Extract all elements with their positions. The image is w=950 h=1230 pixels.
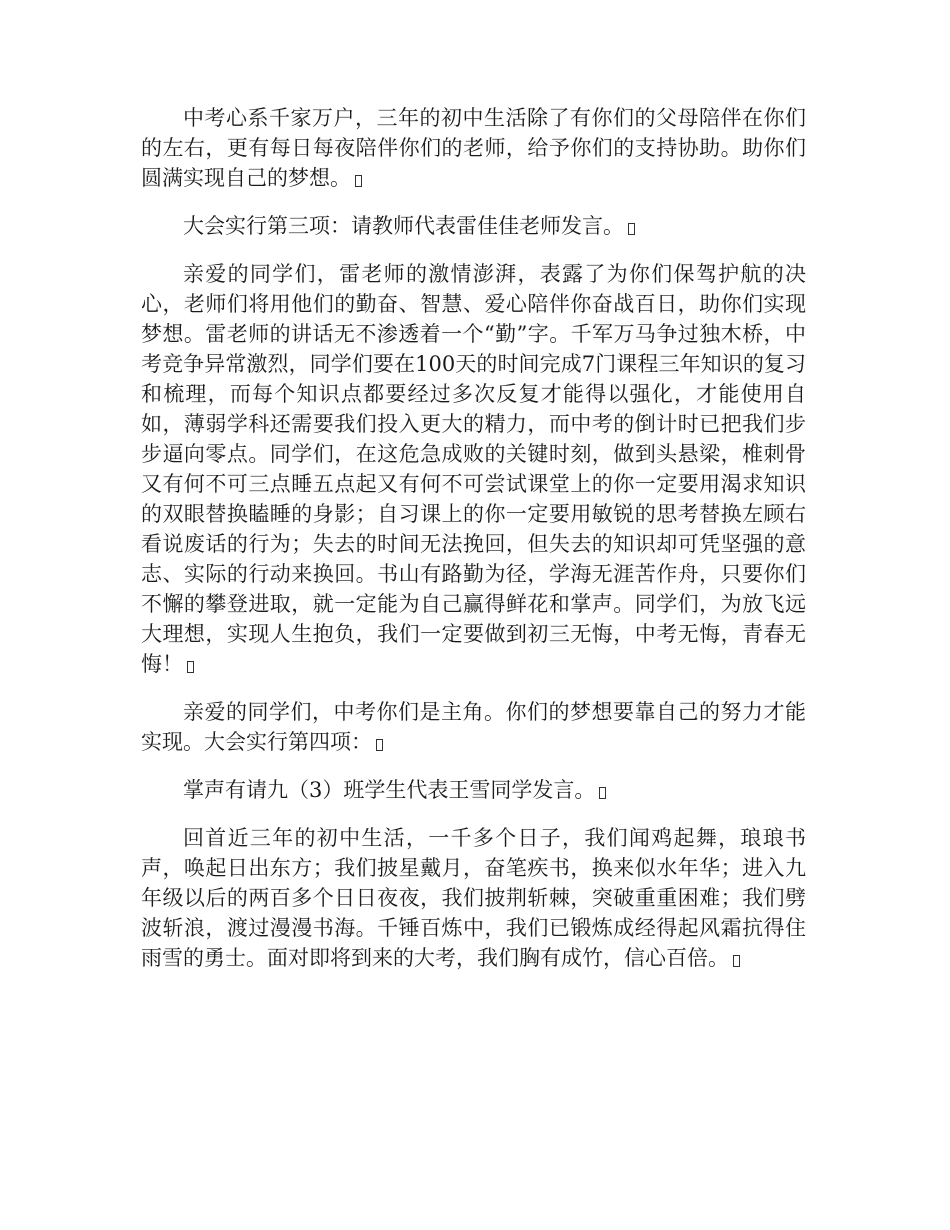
- paragraph-2-text: 大会实行第三项：请教师代表雷佳佳老师发言。: [183, 214, 624, 238]
- paragraph-2: [141, 211, 806, 241]
- paragraph-4-text: 亲爱的同学们，中考你们是主角。你们的梦想要靠自己的努力才能实现。大会实行第四项：: [141, 700, 806, 754]
- paragraph-1: [141, 103, 806, 193]
- paragraph-mark-icon: [599, 787, 606, 799]
- paragraph-mark-icon: [376, 739, 383, 751]
- paragraph-1-text: 中考心系千家万户，三年的初中生活除了有你们的父母陪伴在你们的左右，更有每日每夜陪伴你们的老师，给予你们的支持协助。助你们圆满实现自己的梦想。: [141, 106, 806, 190]
- document-page: [141, 103, 806, 991]
- paragraph-mark-icon: [355, 175, 362, 187]
- paragraph-5-text: 掌声有请九（3）班学生代表王雪同学发言。: [183, 778, 596, 802]
- paragraph-3: [141, 259, 806, 679]
- paragraph-3-text: 亲爱的同学们，雷老师的激情澎湃，表露了为你们保驾护航的决心，老师们将用他们的勤奋、智慧、爱心陪伴你奋战百日，助你们实现梦想。雷老师的讲话无不渗透着一个“勤”字。千军万马争过独木桥，中考竞争异常激烈，同学们要在100天的时间完成7门课程三年知识的复习和梳理，而每个知识点都要经过多次反复才能得以强化，才能使用自如，薄弱学科还需要我们投入更大的精力，而中考的倒计时已把我们步步逼向零点。同学们，在这危急成败的关键时刻，做到头悬梁，椎刺骨又有何不可三点睡五点起又有何不可尝试课堂上的你一定要用渴求知识的双眼替换瞌睡的身影；自习课上的你一定要用敏锐的思考替换左顾右看说废话的行为；失去的时间无法挽回，但失去的知识却可凭坚强的意志、实际的行动来换回。书山有路勤为径，学海无涯苦作舟，只要你们不懈的攀登进取，就一定能为自己赢得鲜花和掌声。同学们，为放飞远大理想，实现人生抱负，我们一定要做到初三无悔，中考无悔，青春无悔！: [141, 262, 806, 676]
- paragraph-6: [141, 823, 806, 973]
- paragraph-mark-icon: [187, 661, 194, 673]
- paragraph-mark-icon: [628, 223, 635, 235]
- paragraph-4: [141, 697, 806, 757]
- paragraph-5: [141, 775, 806, 805]
- paragraph-mark-icon: [733, 955, 740, 967]
- paragraph-6-text: 回首近三年的初中生活，一千多个日子，我们闻鸡起舞，琅琅书声，唤起日出东方；我们披星戴月，奋笔疾书，换来似水年华；进入九年级以后的两百多个日日夜夜，我们披荆斩棘，突破重重困难；我们劈波斩浪，渡过漫漫书海。千锤百炼中，我们已锻炼成经得起风霜抗得住雨雪的勇士。面对即将到来的大考，我们胸有成竹，信心百倍。: [141, 826, 806, 970]
